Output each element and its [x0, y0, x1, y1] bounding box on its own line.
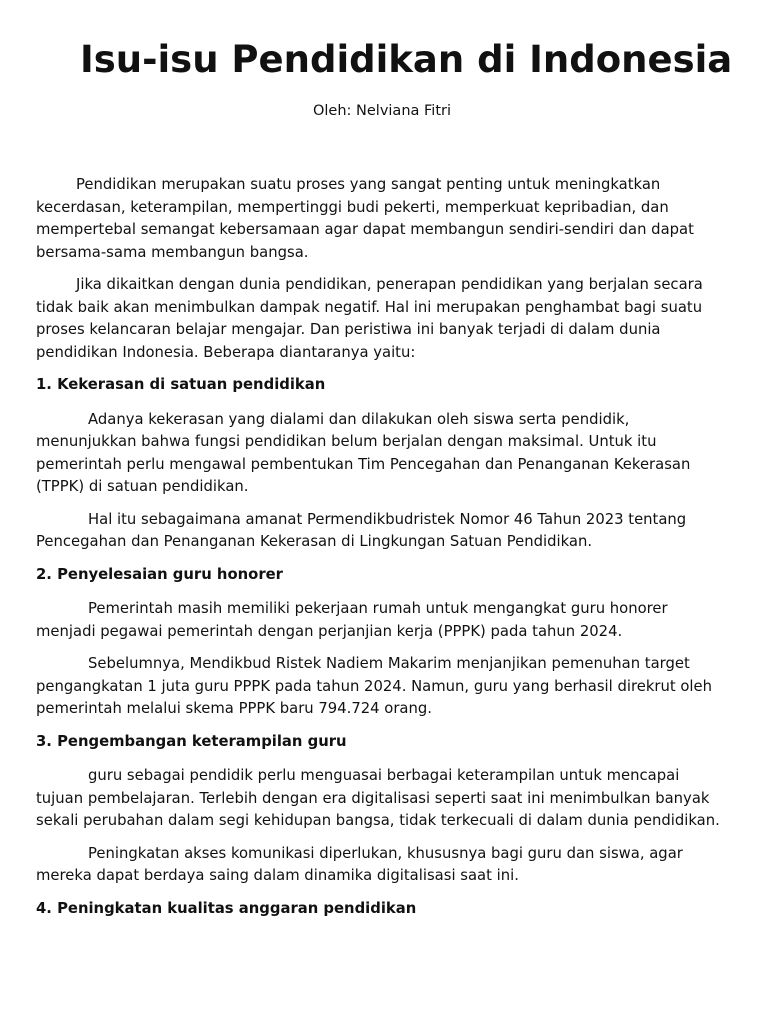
document-title: Isu-isu Pendidikan di Indonesia	[80, 38, 733, 81]
section-heading-4: 4. Peningkatan kualitas anggaran pendidikan	[36, 899, 417, 917]
section-heading-2: 2. Penyelesaian guru honorer	[36, 565, 283, 583]
section-1-paragraph-2: Hal itu sebagaimana amanat Permendikbudristek Nomor 46 Tahun 2023 tentang Pencegahan dan Penanganan Kekerasan di Lingkungan Satuan Pendidikan.	[36, 510, 687, 550]
section-3-paragraph-2: Peningkatan akses komunikasi diperlukan, khususnya bagi guru dan siswa, agar mereka dapat berdaya saing dalam dinamika digitalisasi saat ini.	[36, 844, 683, 884]
section-2-paragraph-1: Pemerintah masih memiliki pekerjaan rumah untuk mengangkat guru honorer menjadi pegawai pemerintah dengan perjanjian kerja (PPPK) pada tahun 2024.	[36, 600, 668, 640]
document-body	[36, 174, 728, 932]
intro-paragraph-1: Pendidikan merupakan suatu proses yang sangat penting untuk meningkatkan kecerdasan, keterampilan, mempertinggi budi pekerti, memperkuat kepribadian, dan mempertebal semangat kebersamaan agar dapat membangun sendiri-sendiri dan dapat bersama-sama membangun bangsa.	[36, 176, 694, 261]
section-heading-1: 1. Kekerasan di satuan pendidikan	[36, 376, 326, 393]
section-1-paragraph-1: Adanya kekerasan yang dialami dan dilakukan oleh siswa serta pendidik, menunjukkan bahwa fungsi pendidikan belum berjalan dengan maksimal. Untuk itu pemerintah perlu mengawal pembentukan Tim Pencegahan dan Penanganan Kekerasan (TPPK) di satuan pendidikan.	[36, 410, 691, 495]
section-2-paragraph-2: Sebelumnya, Mendikbud Ristek Nadiem Makarim menjanjikan pemenuhan target pengangkatan 1 juta guru PPPK pada tahun 2024. Namun, guru yang berhasil direkrut oleh pemerintah melalui skema PPPK baru 794.724 orang.	[36, 655, 713, 717]
intro-paragraph-2: Jika dikaitkan dengan dunia pendidikan, penerapan pendidikan yang berjalan secara tidak baik akan menimbulkan dampak negatif. Hal ini merupakan penghambat bagi suatu proses kelancaran belajar mengajar. Dan peristiwa ini banyak terjadi di dalam dunia pendidikan Indonesia. Beberapa diantaranya yaitu:	[36, 276, 703, 361]
section-3-paragraph-1: guru sebagai pendidik perlu menguasai berbagai keterampilan untuk mencapai tujuan pembelajaran. Terlebih dengan era digitalisasi seperti saat ini menimbulkan banyak sekali perubahan dalam segi kehidupan bangsa, tidak terkecuali di dalam dunia pendidikan.	[36, 767, 720, 829]
section-heading-3: 3. Pengembangan keterampilan guru	[36, 732, 347, 750]
author-byline: Oleh: Nelviana Fitri	[312, 103, 451, 119]
